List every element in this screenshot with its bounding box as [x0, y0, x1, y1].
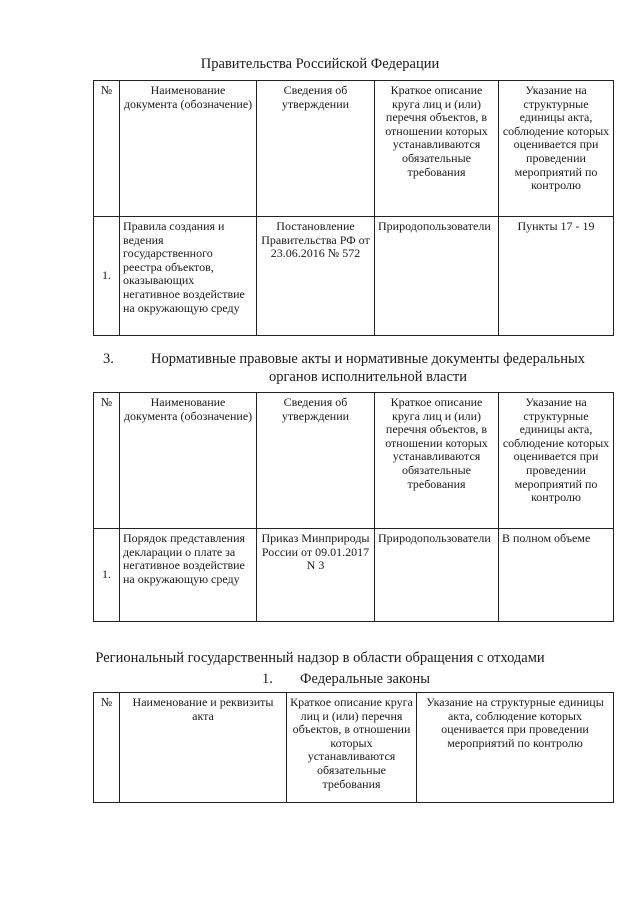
- header-units: Указание на структурные единицы акта, соблюдение которых оценивается при проведении мероприятий по контролю: [499, 81, 614, 217]
- row-num: 1.: [94, 529, 120, 622]
- page-heading-government: Правительства Российской Федерации: [200, 56, 440, 72]
- table-federal-authority-acts: [93, 392, 614, 622]
- subsection-1-title: Федеральные законы: [300, 671, 430, 687]
- header-approval: Сведения об утверждении: [257, 81, 375, 217]
- regional-supervision-heading: Региональный государственный надзор в области обращения с отходами: [95, 650, 545, 666]
- table-header-row: [94, 693, 614, 803]
- header-circle: Краткое описание круга лиц и (или) перечня объектов, в отношении которых устанавливаются обязательные требования: [287, 693, 417, 803]
- row-units: В полном объеме: [499, 529, 614, 622]
- header-units: Указание на структурные единицы акта, соблюдение которых оценивается при проведении мероприятий по контролю: [499, 393, 614, 529]
- header-name: Наименование документа (обозначение): [120, 81, 257, 217]
- section-3-title: Нормативные правовые акты и нормативные документы федеральных органов исполнительной власти: [150, 351, 586, 385]
- row-circle: Природопользователи: [375, 217, 499, 336]
- header-approval: Сведения об утверждении: [257, 393, 375, 529]
- header-num: №: [94, 81, 120, 217]
- table-row: [94, 529, 614, 622]
- row-units: Пункты 17 - 19: [499, 217, 614, 336]
- header-num: №: [94, 693, 120, 803]
- header-name: Наименование документа (обозначение): [120, 393, 257, 529]
- table-header-row: [94, 81, 614, 217]
- table-row: [94, 217, 614, 336]
- subsection-1-number: 1.: [262, 671, 273, 687]
- row-approval: Постановление Правительства РФ от 23.06.2016 № 572: [257, 217, 375, 336]
- table-header-row: [94, 393, 614, 529]
- table-federal-laws: [93, 692, 614, 803]
- table-government-acts: [93, 80, 614, 336]
- row-name: Правила создания и ведения государственного реестра объектов, оказывающих негативное воздействие на окружающую среду: [120, 217, 257, 336]
- row-circle: Природопользователи: [375, 529, 499, 622]
- header-units: Указание на структурные единицы акта, соблюдение которых оценивается при проведении мероприятий по контролю: [417, 693, 614, 803]
- row-num: 1.: [94, 217, 120, 336]
- section-3-number: 3.: [103, 351, 114, 367]
- row-name: Порядок представления декларации о плате за негативное воздействие на окружающую среду: [120, 529, 257, 622]
- row-approval: Приказ Минприроды России от 09.01.2017 N 3: [257, 529, 375, 622]
- header-circle: Краткое описание круга лиц и (или) перечня объектов, в отношении которых устанавливаются обязательные требования: [375, 81, 499, 217]
- header-circle: Краткое описание круга лиц и (или) перечня объектов, в отношении которых устанавливаются обязательные требования: [375, 393, 499, 529]
- header-name: Наименование и реквизиты акта: [120, 693, 287, 803]
- header-num: №: [94, 393, 120, 529]
